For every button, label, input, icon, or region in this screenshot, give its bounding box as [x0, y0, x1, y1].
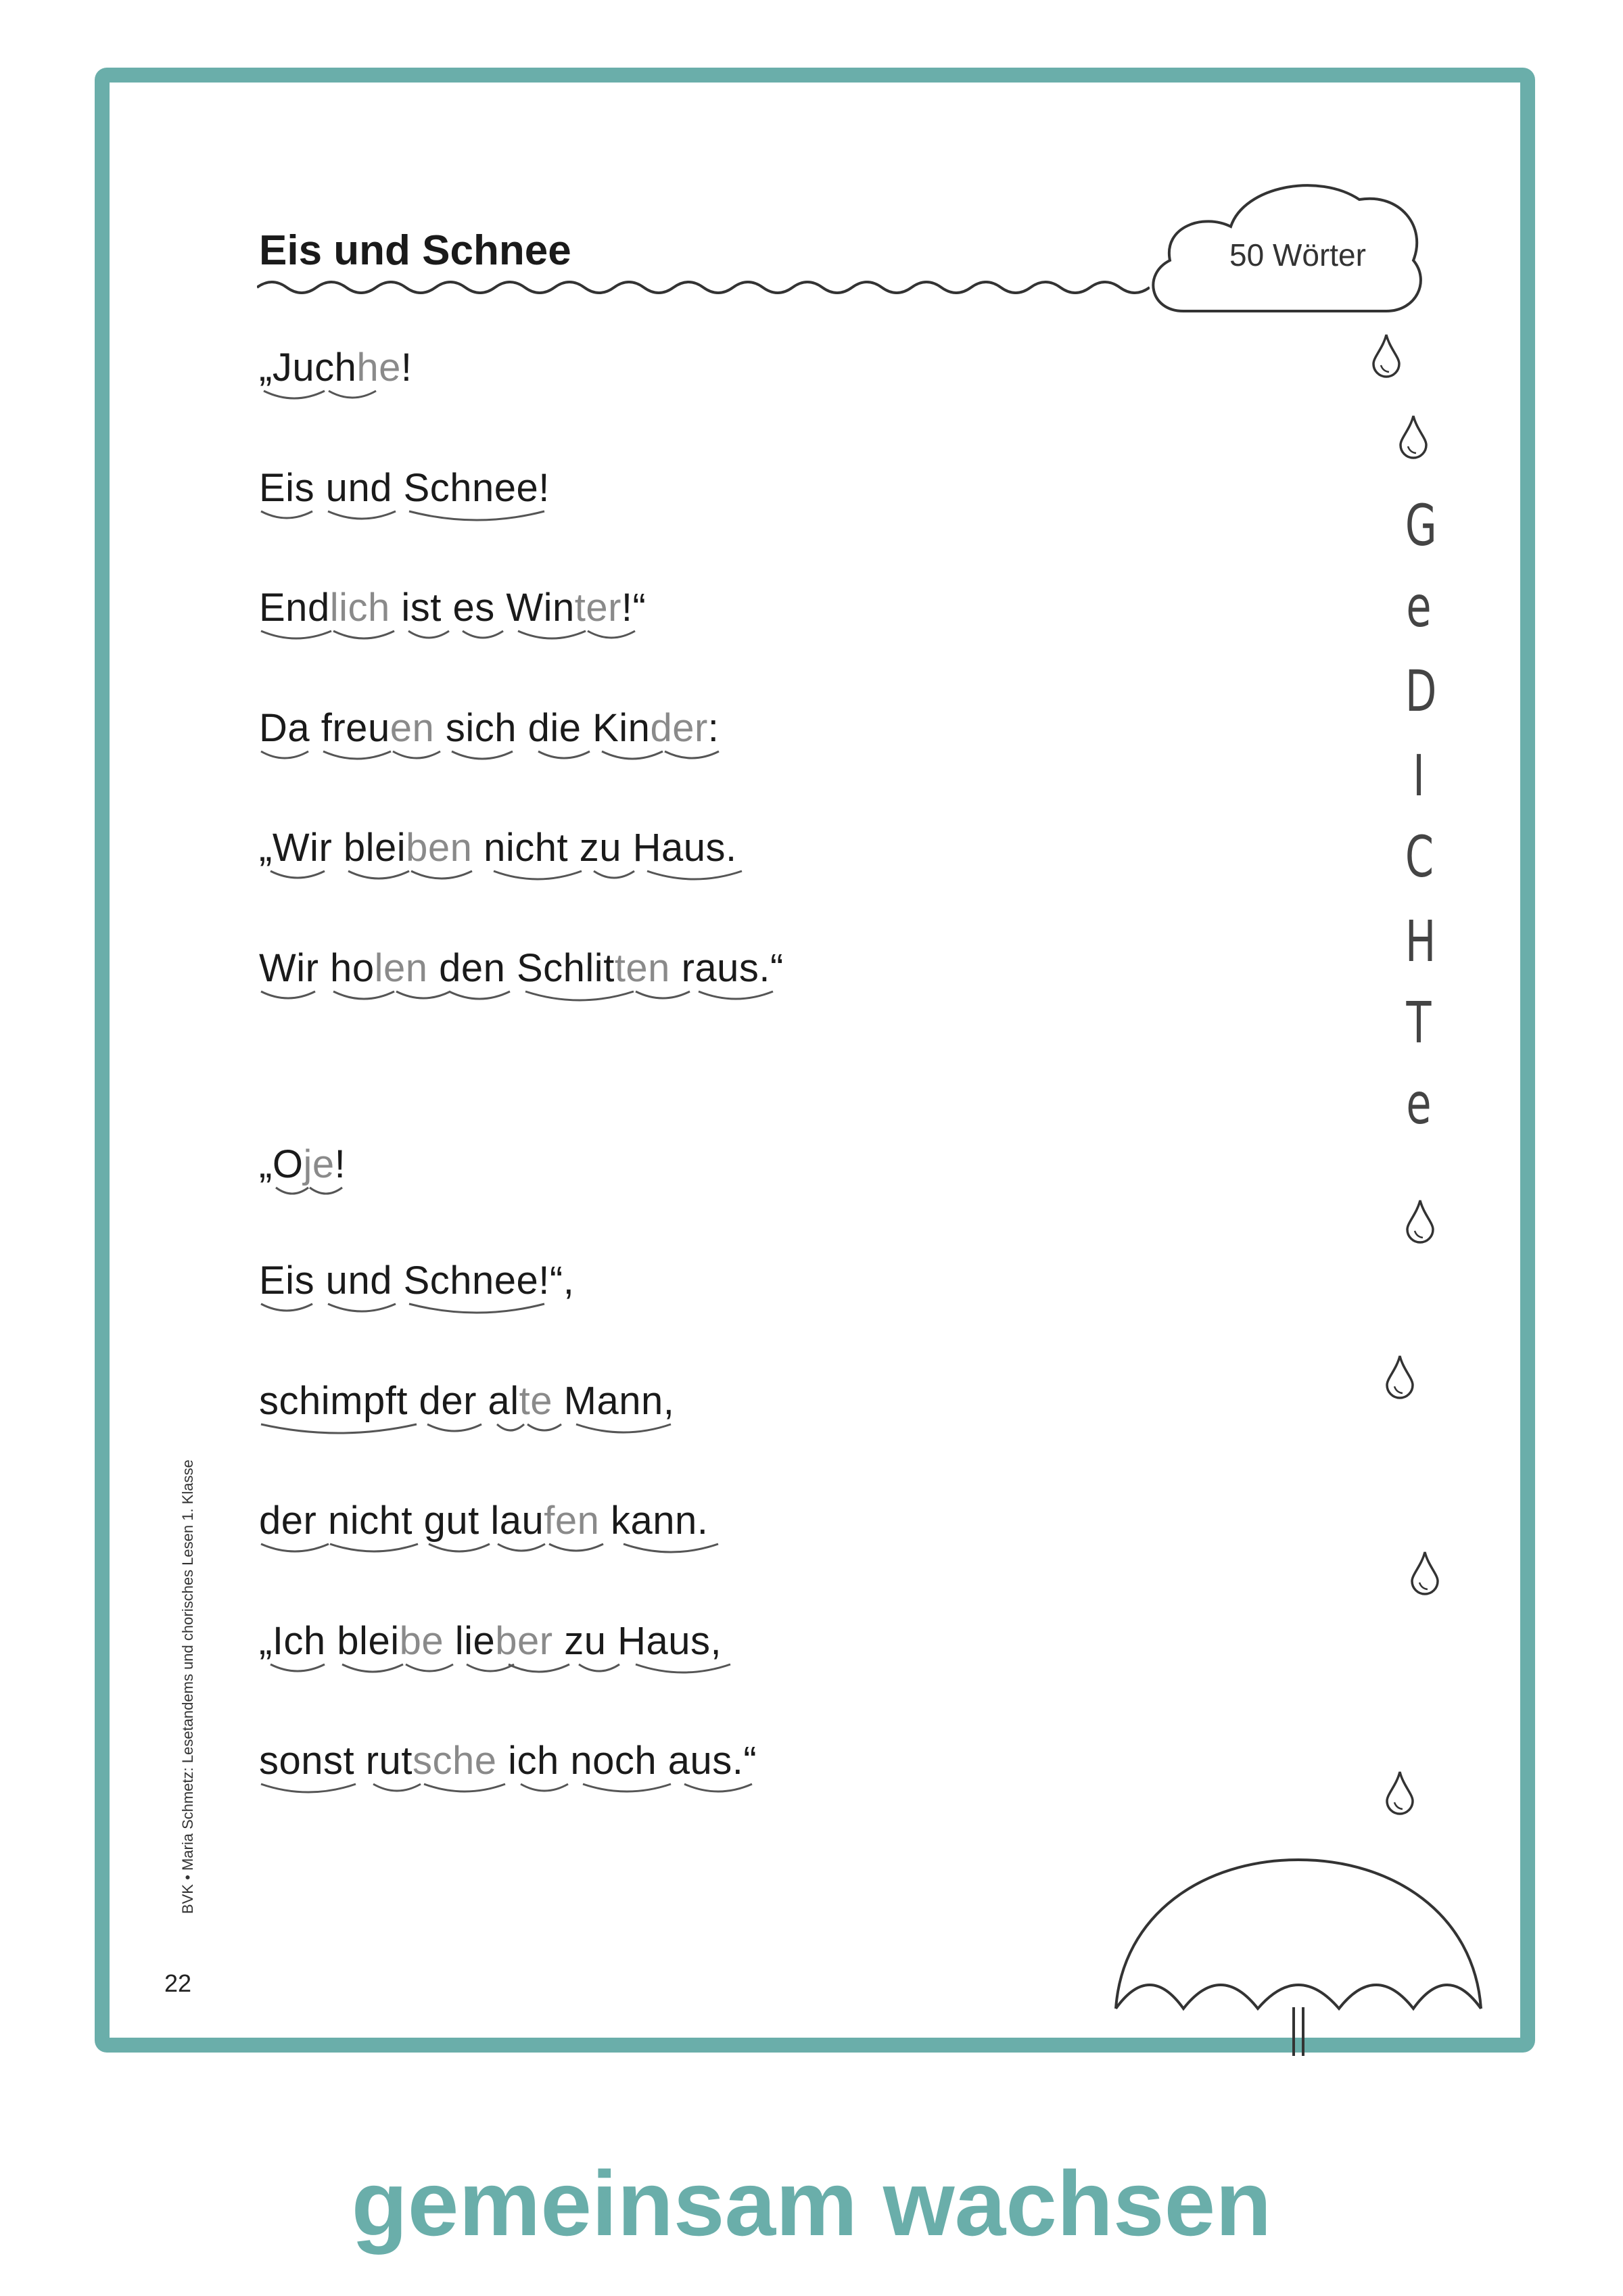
footer-slogan: gemeinsam wachsen [351, 2152, 1272, 2255]
syllable-gray: fen [544, 1499, 600, 1543]
syllable-text: End [259, 586, 330, 630]
vertical-letter: D [1405, 658, 1437, 724]
syllable-text: „Wir blei [259, 826, 406, 870]
vertical-letter: e [1406, 1071, 1432, 1137]
poem-line [259, 825, 737, 870]
poem-line [259, 1498, 708, 1543]
poem-line [259, 705, 719, 751]
raindrop-icon [1403, 1197, 1437, 1244]
syllable-gray: te [519, 1379, 553, 1423]
syllable-gray: ten [614, 946, 670, 990]
vertical-letter: C [1405, 824, 1434, 890]
raindrop-icon [1396, 413, 1430, 460]
vertical-letter: H [1405, 908, 1436, 975]
syllable-text: der nicht gut lau [259, 1499, 544, 1543]
wavy-underline [257, 274, 1150, 301]
umbrella-icon [1109, 1826, 1488, 2056]
poem-line [259, 465, 550, 511]
vertical-letter: e [1406, 573, 1432, 640]
syllable-gray: ben [406, 826, 473, 870]
poem-line [259, 1142, 346, 1187]
syllable-gray: ber [495, 1619, 553, 1663]
poem-line [259, 345, 412, 390]
vertical-letter: I [1413, 743, 1425, 809]
poem-line [259, 945, 784, 991]
syllable-text: lie [444, 1619, 496, 1663]
word-count-label: 50 Wörter [1229, 237, 1366, 273]
syllable-text: Da freu [259, 706, 390, 750]
syllable-text: !“ [621, 586, 646, 630]
syllable-text: ich noch aus.“ [496, 1739, 757, 1783]
syllable-gray: sche [412, 1739, 497, 1783]
syllable-text: kann. [599, 1499, 709, 1543]
syllable-text: sonst rut [259, 1739, 413, 1783]
syllable-text: : [707, 706, 720, 750]
syllable-gray: he [356, 346, 401, 390]
syllable-text: ! [334, 1142, 346, 1186]
syllable-text: nicht zu Haus. [472, 826, 737, 870]
syllable-text: „Ich blei [259, 1619, 400, 1663]
poem-line [259, 1618, 722, 1664]
syllable-text: Wir ho [259, 946, 375, 990]
syllable-gray: len [374, 946, 428, 990]
page-number: 22 [164, 1969, 192, 1997]
syllable-text: „Juch [259, 346, 357, 390]
syllable-gray: lich [329, 586, 390, 630]
poem-title: Eis und Schnee [259, 227, 571, 274]
syllable-text: Eis und Schnee!“, [259, 1259, 575, 1303]
syllable-text: Eis und Schnee! [259, 466, 550, 510]
syllable-gray: je [303, 1142, 335, 1186]
syllable-gray: ter [574, 586, 621, 630]
publisher-note: BVK • Maria Schmetz: Lesetandems und chorisches Lesen 1. Klasse [179, 1459, 196, 1914]
syllable-text: raus.“ [669, 946, 784, 990]
poem-line [259, 1258, 574, 1303]
poem-line [259, 1378, 674, 1424]
syllable-text: zu Haus, [552, 1619, 722, 1663]
raindrop-icon [1369, 331, 1403, 379]
raindrop-icon [1408, 1549, 1442, 1596]
vertical-letter: T [1406, 989, 1432, 1056]
syllable-text: schimpft der al [259, 1379, 519, 1423]
syllable-text: Mann, [552, 1379, 675, 1423]
syllable-text: ist es Win [390, 586, 575, 630]
syllable-text: den Schlit [427, 946, 615, 990]
syllable-gray: der [650, 706, 708, 750]
syllable-text: ! [400, 346, 413, 390]
poem-line [259, 1738, 757, 1783]
syllable-text: „O [259, 1142, 304, 1186]
syllable-gray: en [390, 706, 435, 750]
raindrop-icon [1383, 1768, 1417, 1816]
syllable-gray: be [399, 1619, 444, 1663]
syllable-text: sich die Kin [434, 706, 651, 750]
poem-line [259, 585, 646, 630]
raindrop-icon [1383, 1353, 1417, 1400]
vertical-letter: G [1405, 492, 1437, 559]
